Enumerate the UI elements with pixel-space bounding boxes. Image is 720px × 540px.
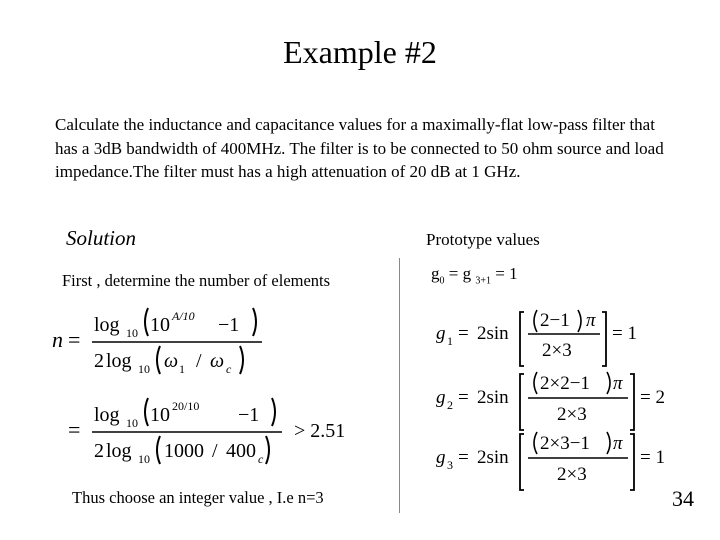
log-base-numerator: 10 <box>126 326 138 340</box>
log-base-numerator-2: 10 <box>126 416 138 430</box>
g1-sub: 1 <box>447 334 453 348</box>
g1-formula <box>436 310 637 366</box>
prototype-label: Prototype values <box>426 230 540 249</box>
solution-label: Solution <box>66 226 137 250</box>
paren-right-1 <box>253 308 256 336</box>
g1-result: = 1 <box>612 323 637 344</box>
exponent-a10: A/10 <box>172 309 195 323</box>
paren-left-3 <box>145 398 148 426</box>
g1-label: g <box>436 323 446 344</box>
minus-one-2: −1 <box>238 404 260 426</box>
g2-sub: 2 <box>447 398 453 412</box>
svg-text:=: = <box>458 447 469 468</box>
g1-pi: π <box>586 310 596 331</box>
g2-formula <box>436 372 665 430</box>
omega-1-sub: 1 <box>179 362 185 376</box>
omega-1: ω <box>164 350 179 372</box>
paren-right-3 <box>272 398 275 426</box>
n-symbol: n <box>52 327 63 352</box>
slide-title: Example #2 <box>283 34 437 70</box>
g2-result: = 2 <box>640 387 665 408</box>
svg-text:=: = <box>458 323 469 344</box>
g3-k: 2×3−1 <box>540 433 590 454</box>
svg-text:=: = <box>458 387 469 408</box>
g2-sin: 2sin <box>477 387 509 408</box>
conclusion-text: Thus choose an integer value , I.e n=3 <box>72 488 324 507</box>
exponent-20-10: 20/10 <box>172 399 200 413</box>
denom-1000: 1000 <box>164 440 204 462</box>
first-step-text: First , determine the number of elements <box>62 271 331 290</box>
omega-c-sub: c <box>226 362 232 376</box>
denom-400-sub: c <box>258 452 264 466</box>
g0-equation: $g_0 = g$ $_{3+1}$ = 1 <box>431 264 518 287</box>
problem-statement: Calculate the inductance and capacitance values for a maximally-flat low-pass filter that has a 3dB bandwidth of 400MHz. The filter is to be connected to 50 ohm source and load impedance.The filter must has a high attenuation of 20 dB at 1 GHz. <box>55 115 664 181</box>
log-numerator-2: log <box>94 404 120 426</box>
denom-coef-2: 2 <box>94 440 104 462</box>
equals-sign-2: = <box>68 417 81 442</box>
g2-k: 2×2−1 <box>540 373 590 394</box>
minus-one: −1 <box>218 314 240 336</box>
g2-den: 2×3 <box>557 404 587 425</box>
denom-400: 400 <box>226 440 256 462</box>
omega-c: ω <box>210 350 225 372</box>
log-denominator: log <box>106 350 132 372</box>
g3-pi: π <box>613 433 623 454</box>
paren-right-2 <box>240 346 243 374</box>
page-number: 34 <box>672 486 694 511</box>
paren-left-1 <box>145 308 148 336</box>
paren-right-4 <box>266 436 269 464</box>
n-formula <box>52 308 262 376</box>
g2-label: g <box>436 387 446 408</box>
g3-sub: 3 <box>447 458 453 472</box>
paren-left-2 <box>157 346 160 374</box>
log-base-denominator: 10 <box>138 362 150 376</box>
g2-pi: π <box>613 373 623 394</box>
g3-label: g <box>436 447 446 468</box>
log-numerator: log <box>94 314 120 336</box>
g3-result: = 1 <box>640 447 665 468</box>
log-denominator-2: log <box>106 440 132 462</box>
denom-coef: 2 <box>94 350 104 372</box>
n-result: > 2.51 <box>294 420 346 442</box>
n-value-formula <box>68 398 345 466</box>
g3-sin: 2sin <box>477 447 509 468</box>
log-base-denominator-2: 10 <box>138 452 150 466</box>
ten-base-2: 10 <box>150 404 170 426</box>
ten-base: 10 <box>150 314 170 336</box>
g1-sin: 2sin <box>477 323 509 344</box>
equals-sign-1: = <box>68 327 81 352</box>
g3-den: 2×3 <box>557 464 587 485</box>
g3-formula <box>436 432 665 490</box>
g1-k: 2−1 <box>540 310 570 331</box>
slash-2: / <box>212 440 218 462</box>
g1-den: 2×3 <box>542 340 572 361</box>
paren-left-4 <box>157 436 160 464</box>
slash-1: / <box>196 350 202 372</box>
